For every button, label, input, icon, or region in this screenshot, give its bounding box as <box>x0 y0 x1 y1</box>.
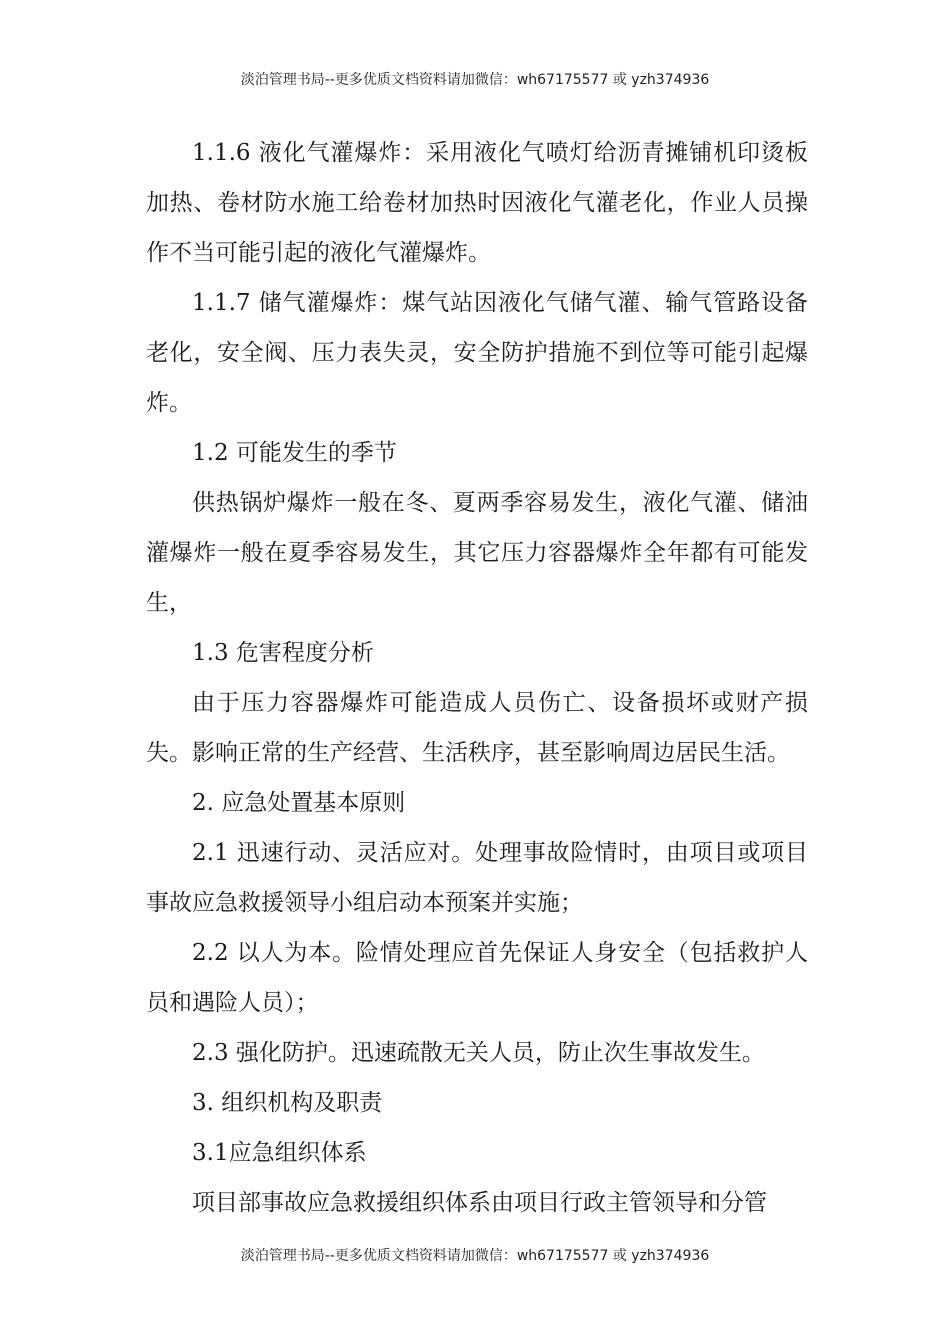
paragraph-3-1-intro: 项目部事故应急救援组织体系由项目行政主管领导和分管 <box>192 1190 767 1216</box>
paragraph-1-1-7: 1.1.7 储气灌爆炸：煤气站因液化气储气灌、输气管路设备老化，安全阀、压力表失灵，安全防护措施不到位等可能引起爆炸。 <box>146 290 808 416</box>
paragraph-2-1: 2.1 迅速行动、灵活应对。处理事故险情时，由项目或项目事故应急救援领导小组启动本预案并实施； <box>146 840 808 916</box>
heading-3-1: 3.1应急组织体系 <box>192 1140 367 1166</box>
heading-1-2: 1.2 可能发生的季节 <box>192 440 397 466</box>
heading-3: 3. 组织机构及职责 <box>192 1090 383 1116</box>
paragraph-hazard: 由于压力容器爆炸可能造成人员伤亡、设备损坏或财产损失。影响正常的生产经营、生活秩序，甚至影响周边居民生活。 <box>146 690 808 766</box>
heading-2: 2. 应急处置基本原则 <box>192 790 406 816</box>
page-footer: 淡泊管理书局--更多优质文档资料请加微信：wh67175577 或 yzh374936 <box>240 1248 710 1264</box>
paragraph-1-1-6: 1.1.6 液化气灌爆炸：采用液化气喷灯给沥青摊铺机印烫板加热、卷材防水施工给卷材加热时因液化气灌老化，作业人员操作不当可能引起的液化气灌爆炸。 <box>146 140 808 266</box>
page-header: 淡泊管理书局--更多优质文档资料请加微信：wh67175577 或 yzh374936 <box>240 72 710 88</box>
paragraph-season: 供热锅炉爆炸一般在冬、夏两季容易发生，液化气灌、储油灌爆炸一般在夏季容易发生，其它压力容器爆炸全年都有可能发生， <box>146 490 808 616</box>
heading-1-3: 1.3 危害程度分析 <box>192 640 374 666</box>
document-body <box>146 128 808 1228</box>
paragraph-2-3: 2.3 强化防护。迅速疏散无关人员，防止次生事故发生。 <box>192 1040 765 1066</box>
paragraph-2-2: 2.2 以人为本。险情处理应首先保证人身安全（包括救护人员和遇险人员）； <box>146 940 808 1016</box>
